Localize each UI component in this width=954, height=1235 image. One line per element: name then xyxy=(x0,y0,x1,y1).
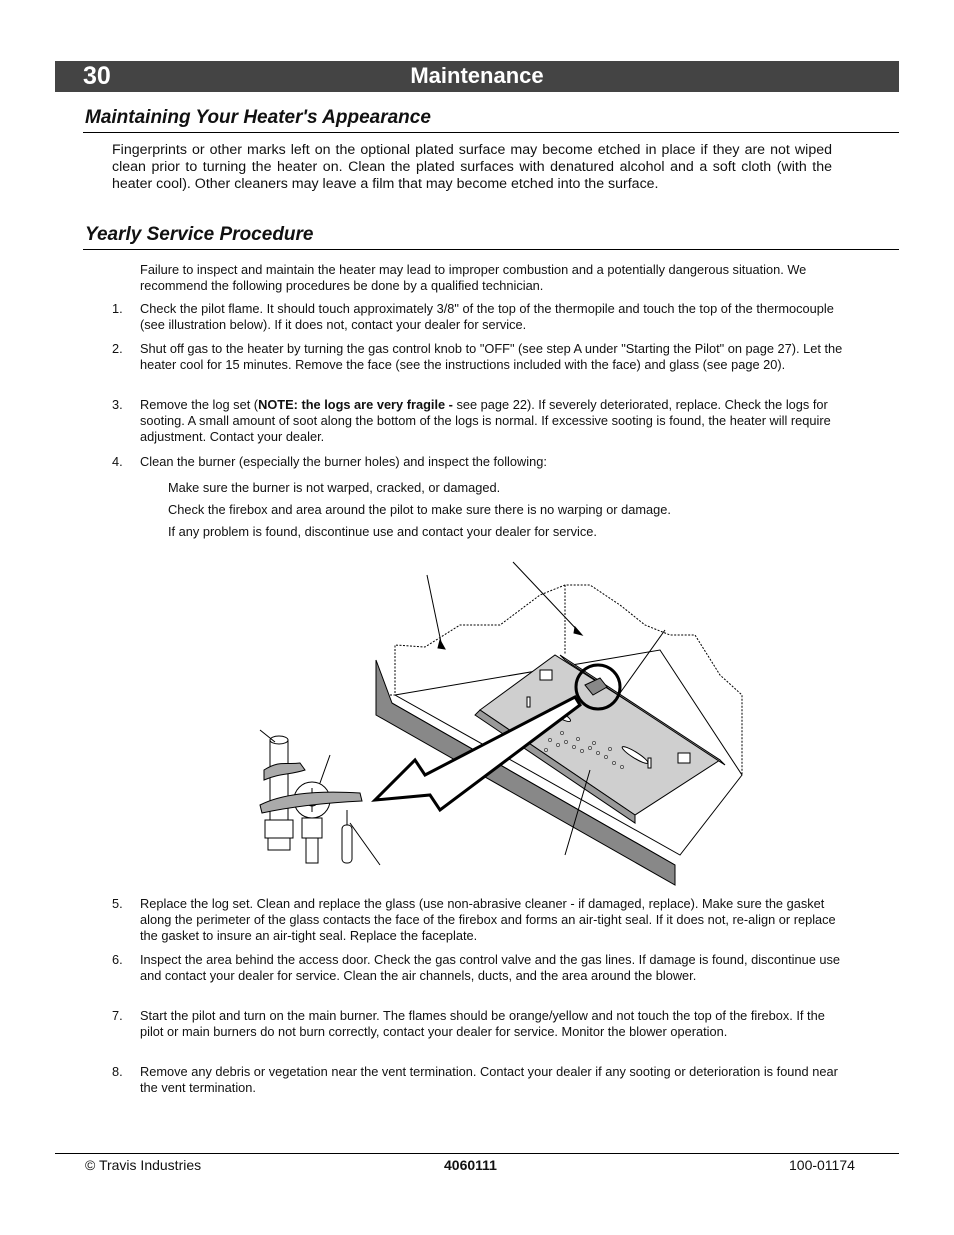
step-number: 2. xyxy=(112,341,123,356)
leader-line xyxy=(260,730,275,742)
step-text: Shut off gas to the heater by turning the gas control knob to "OFF" (see step A under "Starting the Pilot" on page 27). Let the heater cool for 15 minutes. Remove the face (see the instructions included with the face) and glass (see page 20). xyxy=(140,341,843,372)
leader-line xyxy=(427,575,442,647)
step-text: Check the pilot flame. It should touch approximately 3/8" of the top of the thermopile and touch the top of the thermocouple (see illustration below). If it does not, contact your dealer for service. xyxy=(140,301,834,332)
step-3-text-after: see page 22). If severely deteriorated, replace. Check the logs for sooting. A small amount of soot along the bottom of the logs is normal. If excessive sooting is found, the heater will require adjustment. Contact your dealer. xyxy=(140,397,831,444)
substep-1: Make sure the burner is not warped, cracked, or damaged. xyxy=(168,480,501,495)
burner-pilot-illustration xyxy=(250,555,750,895)
footer-rule xyxy=(55,1153,899,1154)
step-number: 1. xyxy=(112,301,123,316)
substep-3: If any problem is found, discontinue use and contact your dealer for service. xyxy=(168,524,597,539)
step-text: Replace the log set. Clean and replace the glass (use non-abrasive cleaner - if damaged, replace). Make sure the gasket along the perimeter of the glass contacts the face of the firebox and forms an air-tight seal. If it does not, re-align or replace the gasket to insure an air-tight seal. Replace the faceplate. xyxy=(140,896,836,943)
step-text xyxy=(140,397,845,444)
leader-line xyxy=(513,562,580,633)
footer-copyright: © Travis Industries xyxy=(85,1157,202,1173)
leader-line xyxy=(350,823,380,865)
step-text: Inspect the area behind the access door. Check the gas control valve and the gas lines. If damage is found, discontinue use and contact your dealer for service. Clean the air channels, ducts, and the area around the blower. xyxy=(140,952,841,983)
step-number: 7. xyxy=(112,1008,123,1023)
appearance-heading: Maintaining Your Heater's Appearance xyxy=(85,107,431,128)
step-text: Start the pilot and turn on the main burner. The flames should be orange/yellow and not touch the top of the firebox. If the pilot or main burners do not burn correctly, contact your dealer for service. Monitor the blower operation. xyxy=(140,1008,825,1039)
page-header-bar xyxy=(55,61,899,92)
step-text: Remove any debris or vegetation near the vent termination. Contact your dealer if any sooting or deterioration is found near the vent termination. xyxy=(140,1064,838,1095)
yearly-heading-rule xyxy=(83,249,899,250)
yearly-intro: Failure to inspect and maintain the heater may lead to improper combustion and a potentially dangerous situation. We recommend the following procedures be done by a qualified technician. xyxy=(140,262,807,293)
step-3-text-before: Remove the log set ( xyxy=(140,397,259,412)
step-number: 8. xyxy=(112,1064,123,1079)
footer-doc-number: 4060111 xyxy=(444,1157,497,1173)
fragile-note: NOTE: the logs are very fragile - xyxy=(258,397,453,412)
leader-line xyxy=(320,755,330,783)
substep-2: Check the firebox and area around the pilot to make sure there is no warping or damage. xyxy=(168,502,671,517)
footer-part-number: 100-01174 xyxy=(789,1157,855,1173)
step-text: Clean the burner (especially the burner holes) and inspect the following: xyxy=(140,454,547,469)
pilot-assembly-detail xyxy=(260,736,362,863)
appearance-paragraph: Fingerprints or other marks left on the optional plated surface may become etched in place if they are not wiped clean prior to turning the heater on. Clean the plated surfaces with denatured alcohol and a soft cloth (with the heater cool). Other cleaners may leave a film that may become etched into the surface. xyxy=(112,142,832,193)
yearly-heading: Yearly Service Procedure xyxy=(85,224,314,245)
step-number: 3. xyxy=(112,397,123,412)
page-title: Maintenance xyxy=(410,63,544,88)
page-number: 30 xyxy=(83,62,111,90)
appearance-heading-rule xyxy=(83,132,899,133)
step-number: 5. xyxy=(112,896,123,911)
step-number: 4. xyxy=(112,454,123,469)
step-number: 6. xyxy=(112,952,123,967)
